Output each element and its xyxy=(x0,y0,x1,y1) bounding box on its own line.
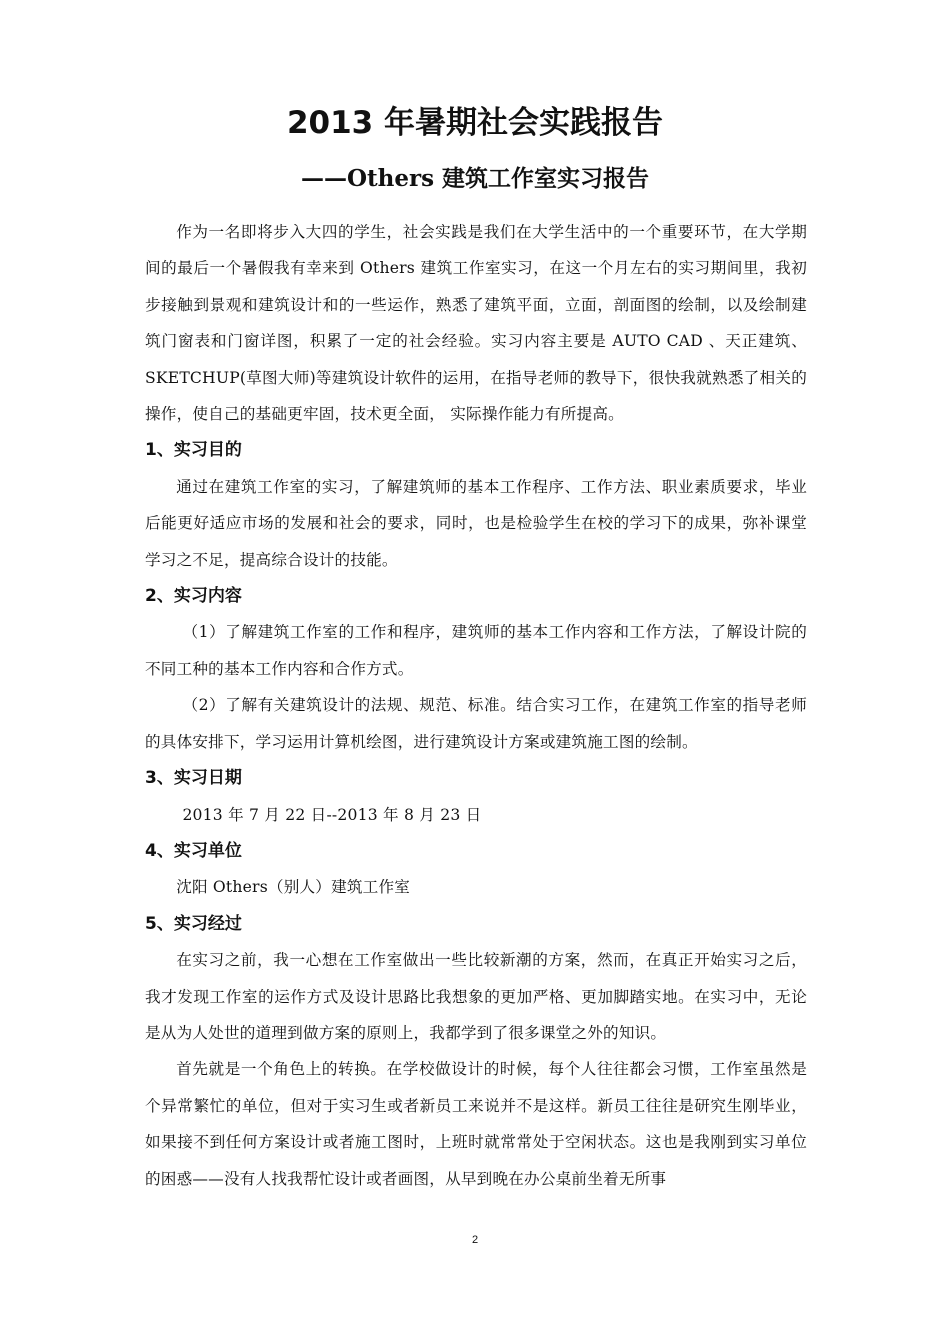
page-number: 2 xyxy=(471,1234,479,1246)
process-paragraph-1: 在实习之前，我一心想在工作室做出一些比较新潮的方案，然而，在真正开始实习之后，我才发现工作室的运作方式及设计思路比我想象的更加严格、更加脚踏实地。在实习中，无论是从为人处世的道理到做方案的原则上，我都学到了很多课堂之外的知识。 xyxy=(145,951,807,1042)
unit-paragraph: 沈阳 Others（别人）建筑工作室 xyxy=(176,878,411,897)
dates-paragraph: 2013 年 7 月 22 日--2013 年 8 月 23 日 xyxy=(182,805,482,824)
content-item-1: （1）了解建筑工作室的工作和程序，建筑师的基本工作内容和工作方法，了解设计院的不同工种的基本工作内容和合作方式。 xyxy=(145,623,807,678)
report-subtitle: ——Others 建筑工作室实习报告 xyxy=(300,165,650,192)
section-heading-dates: 3、实习日期 xyxy=(145,768,242,789)
intro-paragraph: 作为一名即将步入大四的学生，社会实践是我们在大学生活中的一个重要环节，在大学期间的最后一个暑假我有幸来到 Others 建筑工作室实习，在这一个月左右的实习期间里，我初步接触到景观和建筑设计和的一些运作，熟悉了建筑平面，立面，剖面图的绘制，以及绘制建筑门窗表和门窗详图，积累了一定的社会经验。实习内容主要是 AUTO CAD 、天正建筑、SKETCHUP(草图大师)等建筑设计软件的运用，在指导老师的教导下，很快我就熟悉了相关的操作，使自己的基础更牢固，技术更全面， 实际操作能力有所提高。 xyxy=(145,223,807,424)
content-item-2: （2）了解有关建筑设计的法规、规范、标准。结合实习工作，在建筑工作室的指导老师的具体安排下，学习运用计算机绘图，进行建筑设计方案或建筑施工图的绘制。 xyxy=(145,696,807,751)
section-heading-unit: 4、实习单位 xyxy=(145,840,242,861)
section-heading-purpose: 1、实习目的 xyxy=(145,440,242,461)
process-paragraph-2: 首先就是一个角色上的转换。在学校做设计的时候，每个人往往都会习惯，工作室虽然是个异常繁忙的单位，但对于实习生或者新员工来说并不是这样。新员工往往是研究生刚毕业，如果接不到任何方案设计或者施工图时，上班时就常常处于空闲状态。这也是我刚到实习单位的困惑——没有人找我帮忙设计或者画图，从早到晚在办公桌前坐着无所事 xyxy=(145,1060,807,1188)
section-heading-process: 5、实习经过 xyxy=(145,913,242,934)
report-title: 2013 年暑期社会实践报告 xyxy=(286,105,664,141)
section-heading-content: 2、实习内容 xyxy=(145,586,242,607)
report-body xyxy=(145,214,807,1197)
purpose-paragraph: 通过在建筑工作室的实习，了解建筑师的基本工作程序、工作方法、职业素质要求，毕业后能更好适应市场的发展和社会的要求，同时，也是检验学生在校的学习下的成果，弥补课堂学习之不足，提高综合设计的技能。 xyxy=(145,477,807,569)
